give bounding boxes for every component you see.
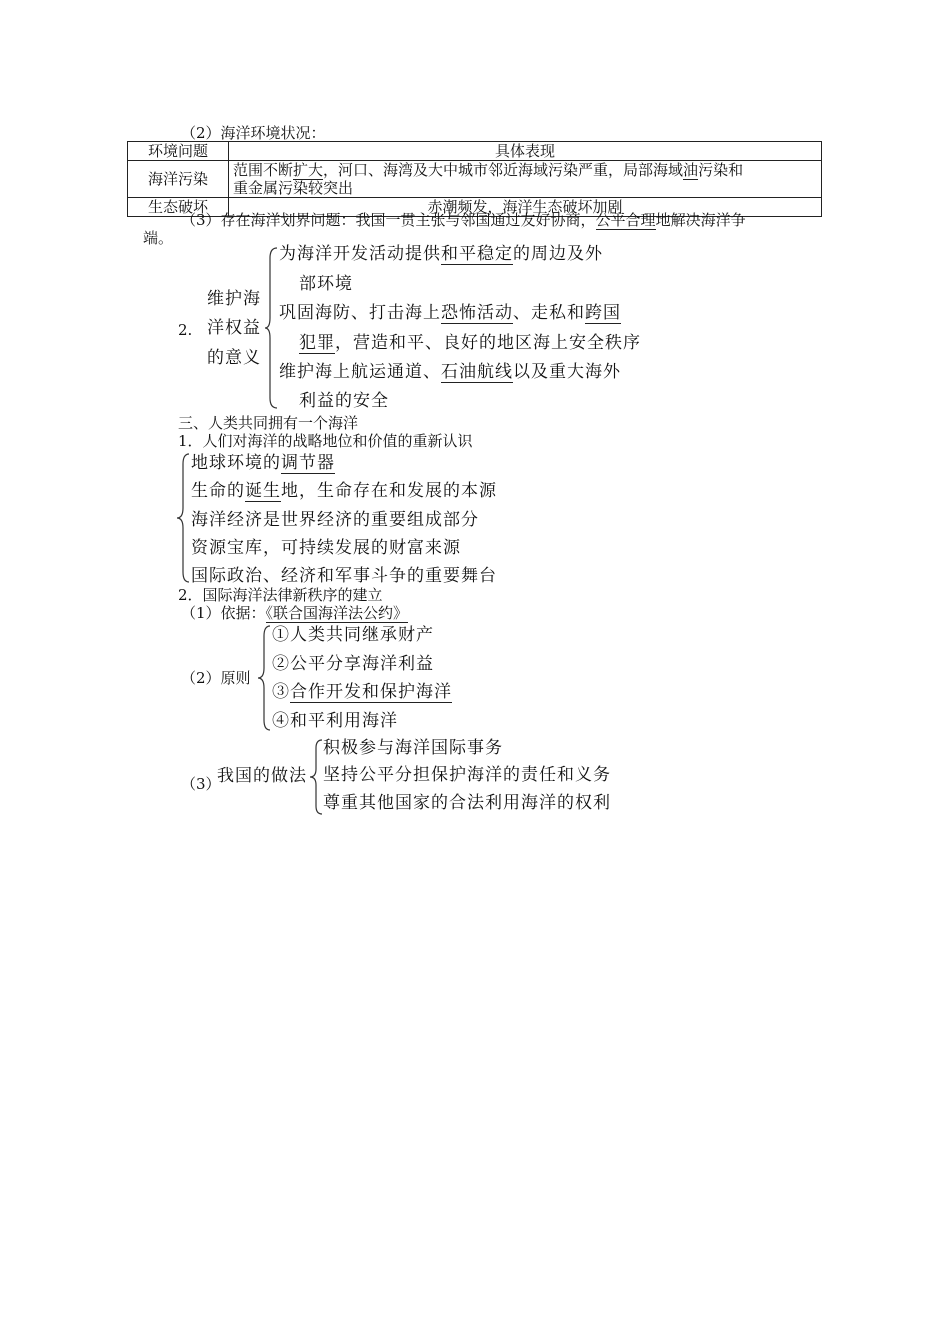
principle-item-4: ④和平利用海洋 [272, 711, 398, 731]
table-cell-issue: 生态破坏 [128, 198, 229, 217]
principle-number: ③ [272, 682, 290, 702]
principle-label: （2）原则 [181, 669, 251, 687]
rights-text: ，营造和平、良好的地区海上安全秩序 [335, 333, 641, 353]
detail-text: ，河口、海湾及大中城市邻近海域污染严重，局部海域 [323, 161, 684, 179]
boundary-line-2: 端。 [143, 229, 174, 247]
value-item-3: 海洋经济是世界经济的重要组成部分 [191, 510, 479, 530]
value-item-5: 国际政治、经济和军事斗争的重要舞台 [191, 566, 497, 586]
underlined-answer: 石油航线 [441, 362, 513, 382]
brace-icon [308, 738, 324, 816]
detail-text: 污染较突出 [278, 179, 354, 197]
practice-label-num: （3） [181, 775, 221, 793]
rights-label-line-1: 维护海 [207, 289, 261, 309]
underlined-answer: 诞生 [245, 481, 281, 501]
part3-sub2: 2．国际海洋法律新秩序的建立 [178, 586, 383, 604]
env-issues-table [127, 141, 822, 217]
env-status-heading: （2）海洋环境状况： [181, 124, 326, 142]
rights-number: 2. [178, 321, 193, 339]
underlined-answer: 油 [683, 161, 699, 179]
detail-text: 污染和 [698, 161, 744, 179]
rights-item-1 [279, 244, 603, 264]
value-item-1 [191, 453, 335, 473]
underlined-answer: 和平稳定 [441, 244, 513, 264]
principle-item-1: ①人类共同继承财产 [272, 625, 434, 645]
underlined-answer: 调节器 [281, 453, 335, 473]
rights-label-line-3: 的意义 [207, 348, 261, 368]
basis-line [181, 604, 408, 622]
boundary-text: 地解决海洋争 [655, 211, 746, 229]
rights-text: 为海洋开发活动提供 [279, 244, 441, 264]
value-item-4: 资源宝库，可持续发展的财富来源 [191, 538, 461, 558]
rights-item-2-cont [299, 333, 641, 353]
table-header-row [128, 142, 822, 161]
practice-item-3: 尊重其他国家的合法利用海洋的权利 [323, 793, 611, 813]
rights-label-line-2: 洋权益 [207, 318, 261, 338]
underlined-answer: 《联合国海洋法公约》 [265, 604, 409, 622]
rights-text: 以及重大海外 [513, 362, 621, 382]
practice-item-1: 积极参与海洋国际事务 [323, 738, 503, 758]
underlined-answer: 犯罪 [299, 333, 335, 353]
rights-text: 的周边及外 [513, 244, 603, 264]
underlined-answer: 扩大 [293, 161, 324, 179]
principle-item-3 [272, 682, 452, 702]
underlined-answer: 跨国 [585, 303, 621, 323]
part3-title: 三、人类共同拥有一个海洋 [178, 414, 359, 432]
rights-item-3-cont: 利益的安全 [299, 391, 389, 411]
rights-item-2 [279, 303, 621, 323]
table-header-detail: 具体表现 [229, 142, 822, 161]
boundary-line-1 [181, 211, 746, 229]
value-text: 地球环境的 [191, 453, 281, 473]
rights-text: 维护海上航运通道、 [279, 362, 441, 382]
basis-label: （1）依据： [181, 604, 266, 622]
practice-label: 我国的做法 [217, 766, 307, 786]
detail-text: 范围不断 [233, 161, 294, 179]
underlined-answer: 重金属 [233, 179, 279, 197]
boundary-text: （3）存在海洋划界问题：我国一贯主张与邻国通过友好协商， [181, 211, 596, 229]
brace-icon [256, 624, 272, 732]
value-text: 地，生命存在和发展的本源 [281, 481, 497, 501]
table-row [128, 161, 822, 198]
value-text: 生命的 [191, 481, 245, 501]
table-cell-issue: 海洋污染 [128, 161, 229, 198]
practice-item-2: 坚持公平分担保护海洋的责任和义务 [323, 765, 611, 785]
underlined-answer: 恐怖活动 [441, 303, 513, 323]
underlined-answer: 合作开发和保护海洋 [290, 682, 452, 702]
brace-icon [175, 452, 191, 584]
table-cell-detail: 赤潮频发，海洋生态破坏加剧 [229, 198, 822, 217]
rights-text: 、走私和 [513, 303, 585, 323]
rights-item-1-cont: 部环境 [299, 274, 353, 294]
underlined-answer: 公平合理 [595, 211, 656, 229]
table-header-issue: 环境问题 [128, 142, 229, 161]
rights-item-3 [279, 362, 621, 382]
value-item-2 [191, 481, 497, 501]
table-cell-detail [229, 161, 822, 198]
rights-text: 巩固海防、打击海上 [279, 303, 441, 323]
brace-icon [263, 246, 279, 410]
part3-sub1: 1．人们对海洋的战略地位和价值的重新认识 [178, 432, 473, 450]
principle-item-2: ②公平分享海洋利益 [272, 654, 434, 674]
